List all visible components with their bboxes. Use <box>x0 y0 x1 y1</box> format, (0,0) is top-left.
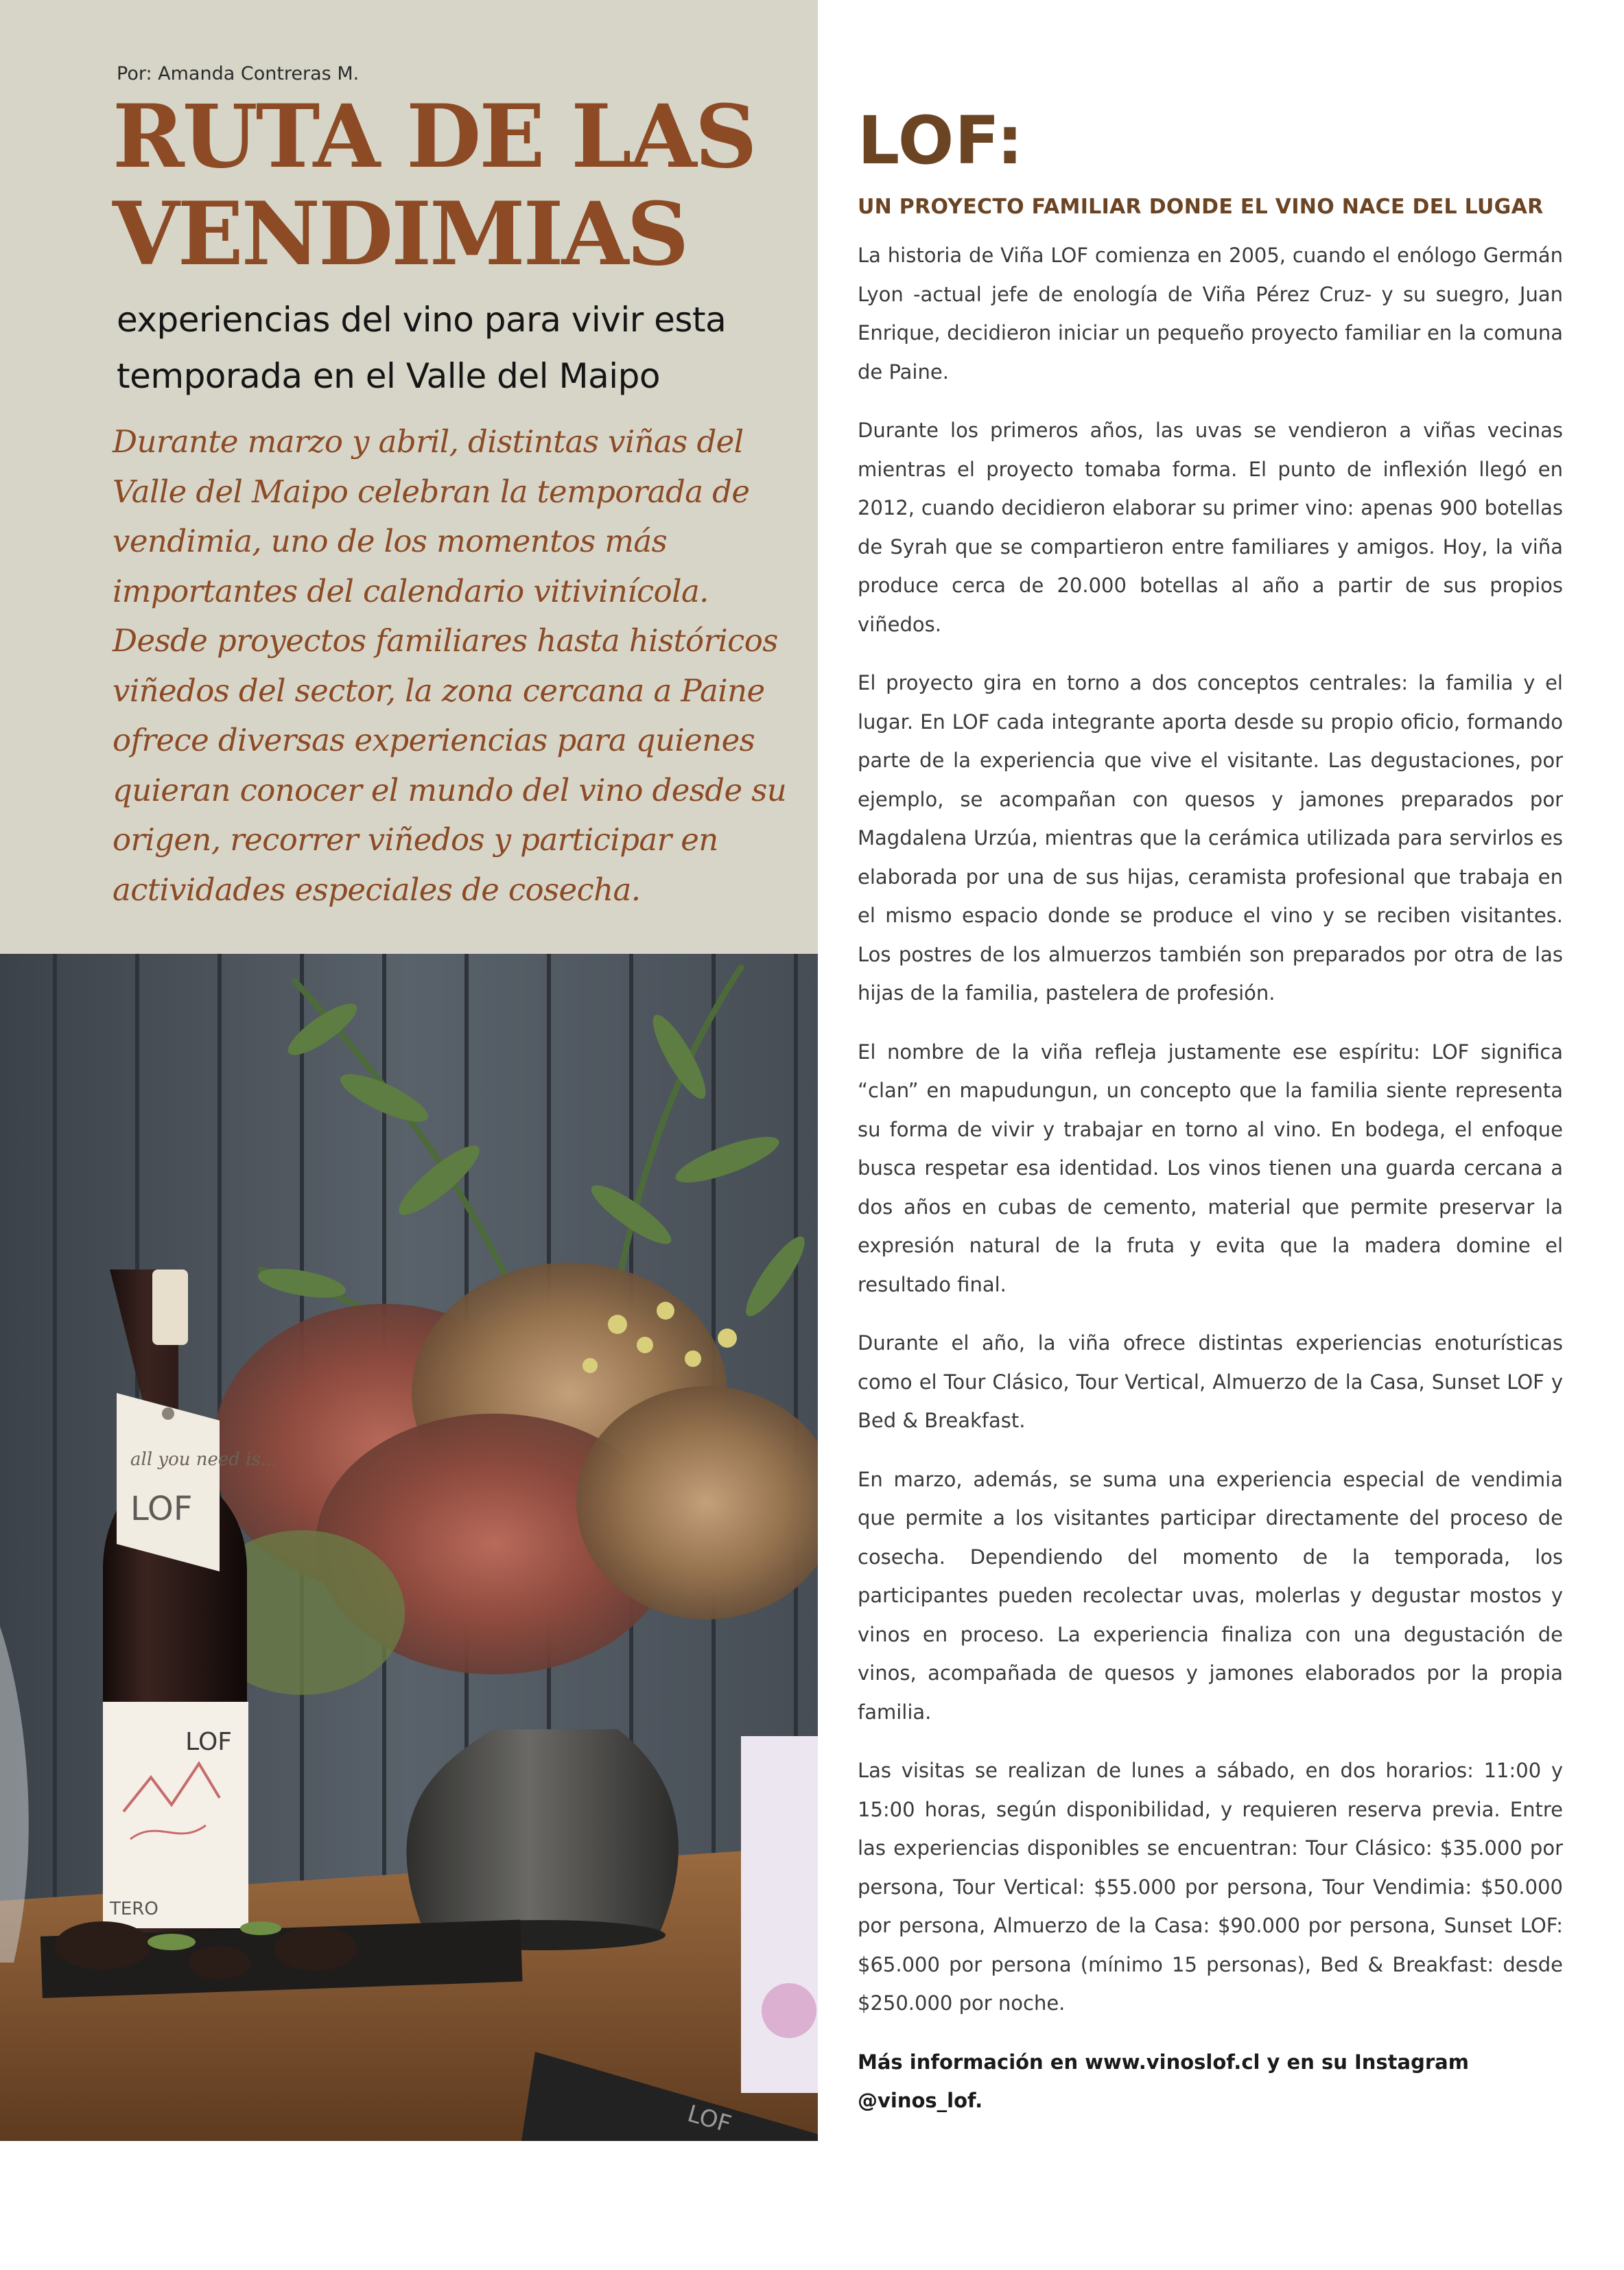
article-title: RUTA DE LAS VENDIMIAS <box>113 86 755 285</box>
paragraph: Durante el año, la viña ofrece distintas experiencias enoturísticas como el Tour Clásico, Tour Vertical, Almuerzo de la Casa, Sunset LOF y Bed & Breakfast. <box>858 1331 1563 1432</box>
hangtag-text: all you need is... <box>130 1449 278 1470</box>
label-small-text: TERO <box>110 1899 158 1919</box>
intro-panel <box>0 0 818 954</box>
paragraph: El proyecto gira en torno a dos conceptos centrales: la familia y el lugar. En LOF cada integrante aporta desde su propio oficio, formando parte de la experiencia que vive el visitante. Las degustaciones, por ejemplo, se acompañan con quesos y jamones preparados por Magdalena Urzúa, mientras que la cerámica utilizada para servirlos es elaborada por una de sus hijas, ceramista profesional que trabaja en el mismo espacio donde se produce el vino y se reciben visitantes. Los postres de los almuerzos también son preparados por otra de las hijas de la familia, pastelera de profesión. <box>858 671 1563 1005</box>
paragraph: El nombre de la viña refleja justamente ese espíritu: LOF significa “clan” en mapudungun, un concepto que la familia siente representa su forma de vivir y trabajar en torno al vino. En bodega, el enfoque busca respetar esa identidad. Los vinos tienen una guarda cercana a dos años en cubas de cemento, material que permite preservar la expresión natural de la fruta y evita que la madera domine el resultado final. <box>858 1040 1563 1296</box>
paragraph: Las visitas se realizan de lunes a sábado, en dos horarios: 11:00 y 15:00 horas, según disponibilidad, y requieren reserva previa. Entre las experiencias disponibles se encuentran: Tour Clásico: $35.000 por persona, Tour Vertical: $55.000 por persona, Tour Vendimia: $50.000 por persona, Almuerzo de la Casa: $90.000 por persona, Sunset LOF: $65.000 por persona (mínimo 15 personas), Bed & Breakfast: desde $250.000 por noche. <box>858 1759 1563 2015</box>
paragraph: En marzo, además, se suma una experiencia especial de vendimia que permite a los visitantes participar directamente del proceso de cosecha. Dependiendo del momento de la temporada, los participantes pueden recolectar uvas, molerlas y degustar mostos y vinos en proceso. La experiencia finaliza con una degustación de vinos, acompañada de quesos y jamones elaborados por la propia familia. <box>858 1467 1563 1724</box>
hangtag-brand: LOF <box>130 1490 193 1528</box>
label-brand: LOF <box>185 1728 232 1756</box>
section-title: LOF: <box>858 102 1024 179</box>
wine-bottle-photo <box>0 954 818 2141</box>
more-info-line: Más información en www.vinoslof.cl y en su Instagram @vinos_lof. <box>858 2050 1469 2112</box>
board-brand: LOF <box>684 2100 735 2139</box>
lof-section <box>858 103 1563 2140</box>
bottle-label <box>103 1702 248 1928</box>
paragraph: Durante los primeros años, las uvas se vendieron a viñas vecinas mientras el proyecto tomaba forma. El punto de inflexión llegó en 2012, cuando decidieron elaborar su primer vino: apenas 900 botellas de Syrah que se compartieron entre familiares y amigos. Hoy, la viña produce cerca de 20.000 botellas al año a partir de sus propios viñedos. <box>858 419 1563 636</box>
article-lede: Durante marzo y abril, distintas viñas del Valle del Maipo celebran la temporada de vendimia, uno de los momentos más importantes del calendario vitivinícola. Desde proyectos familiares hasta históricos viñedos del sector, la zona cercana a Paine ofrece diversas experiencias para quienes quieran conocer el mundo del vino desde su origen, recorrer viñedos y participar en actividades especiales de cosecha. <box>113 423 787 908</box>
paragraph: La historia de Viña LOF comienza en 2005, cuando el enólogo Germán Lyon -actual jefe de enología de Viña Pérez Cruz- y su suegro, Juan Enrique, decidieron iniciar un pequeño proyecto familiar en la comuna de Paine. <box>858 244 1563 384</box>
section-subtitle: UN PROYECTO FAMILIAR DONDE EL VINO NACE DEL LUGAR <box>858 195 1544 219</box>
byline: Por: Amanda Contreras M. <box>117 63 360 84</box>
article-subtitle: experiencias del vino para vivir esta temporada en el Valle del Maipo <box>117 300 727 396</box>
